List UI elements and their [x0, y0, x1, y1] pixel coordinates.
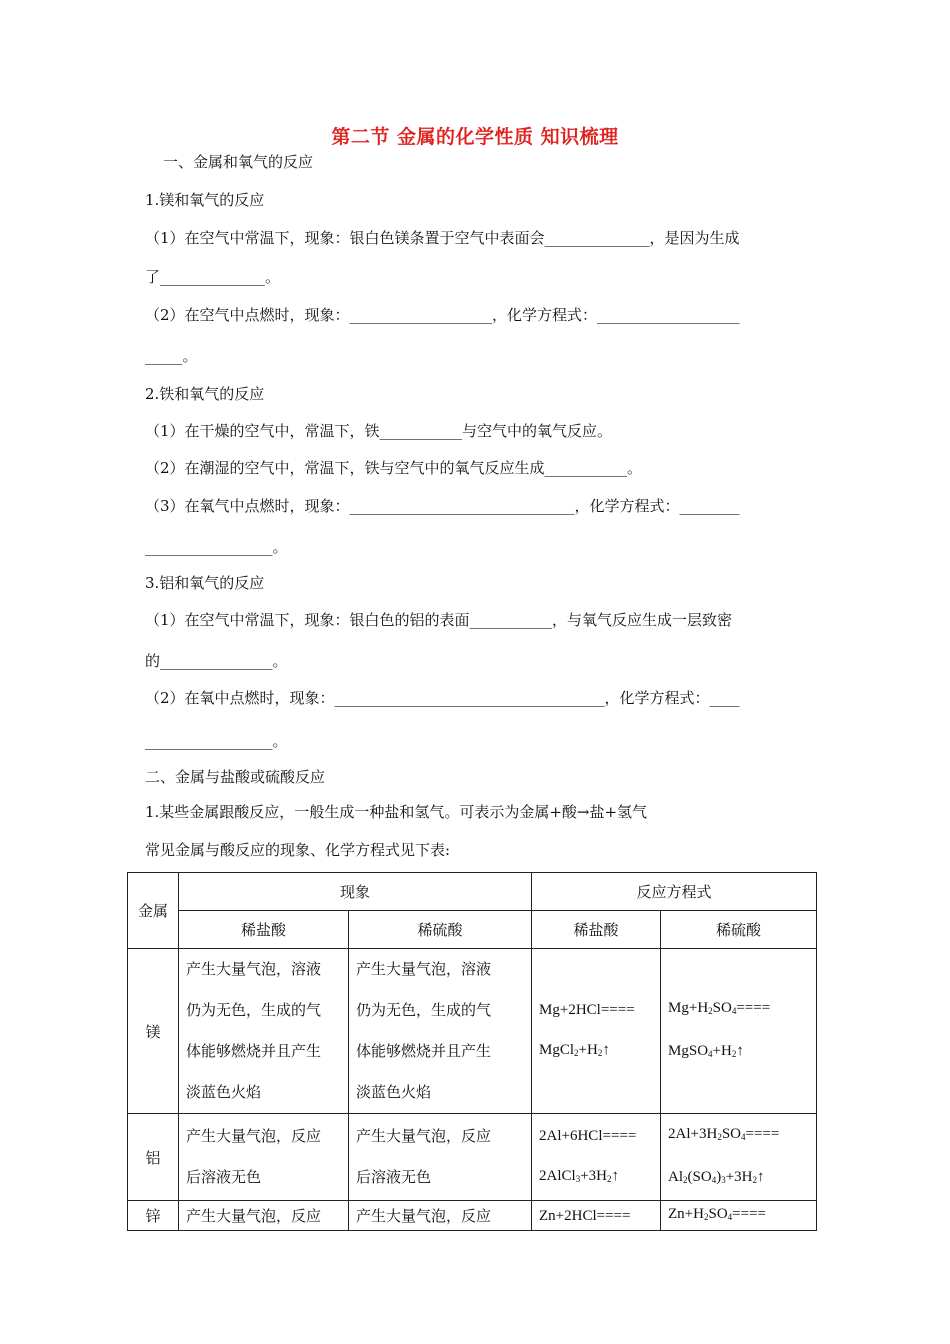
equation-h2so4-cell: $2Al+3H_2SO_4====$ $Al_2(SO_4)_3+3H_2↑$	[661, 1114, 817, 1201]
metal-cell: 锌	[128, 1201, 179, 1231]
header-phenomenon: 现象	[179, 873, 532, 911]
phenomenon-h2so4-cell: 产生大量气泡，反应	[349, 1201, 532, 1231]
paragraph-line: （1）在空气中常温下，现象：银白色镁条置于空气中表面会______________，是因为生成	[145, 229, 740, 247]
paragraph-line: 的_______________。	[145, 652, 288, 670]
equation-h2so4-cell: $Mg+H_2SO_4====$ $MgSO_4+H_2↑$	[661, 949, 817, 1114]
phenomenon-hcl-cell: 产生大量气泡，溶液 仍为无色，生成的气 体能够燃烧并且产生 淡蓝色火焰	[179, 949, 349, 1114]
equation-hcl-cell: Mg+2HCl==== $MgCl_2+H_2↑$	[532, 949, 661, 1114]
paragraph-line: （2）在氧中点燃时，现象：____________________________________，化学方程式：____	[145, 689, 740, 707]
paragraph-line: （2）在空气中点燃时，现象：___________________，化学方程式：___________________	[145, 306, 740, 324]
document-title: 第二节 金属的化学性质 知识梳理	[331, 126, 619, 148]
subheading-al: 3.铝和氧气的反应	[145, 574, 265, 592]
subheading-mg: 1.镁和氧气的反应	[145, 191, 265, 209]
paragraph-line: （3）在氧气中点燃时，现象：______________________________，化学方程式：________	[145, 497, 740, 515]
header-metal: 金属	[128, 873, 179, 949]
header-equation: 反应方程式	[532, 873, 817, 911]
paragraph-line: 了______________。	[145, 268, 281, 286]
paragraph-line: 1.某些金属跟酸反应，一般生成一种盐和氢气。可表示为金属+酸→盐+氢气	[145, 803, 648, 821]
header-h2so4: 稀硫酸	[349, 911, 532, 949]
phenomenon-hcl-cell: 产生大量气泡，反应	[179, 1201, 349, 1231]
paragraph-line: 常见金属与酸反应的现象、化学方程式见下表:	[145, 841, 451, 859]
metal-acid-reaction-table	[127, 872, 817, 1231]
paragraph-line: _________________。	[145, 538, 288, 556]
equation-hcl-cell: 2Al+6HCl==== $2AlCl_3+3H_2↑$	[532, 1114, 661, 1201]
header-eq-h2so4: 稀硫酸	[661, 911, 817, 949]
metal-cell: 镁	[128, 949, 179, 1114]
paragraph-line: _____。	[145, 347, 198, 365]
table-row	[128, 1201, 817, 1231]
paragraph-line: （2）在潮湿的空气中，常温下，铁与空气中的氧气反应生成___________。	[145, 459, 643, 477]
subheading-fe: 2.铁和氧气的反应	[145, 385, 265, 403]
metal-cell: 铝	[128, 1114, 179, 1201]
paragraph-line: （1）在干燥的空气中，常温下，铁___________与空气中的氧气反应。	[145, 422, 613, 440]
table-row	[128, 949, 817, 1114]
header-eq-hcl: 稀盐酸	[532, 911, 661, 949]
header-hcl: 稀盐酸	[179, 911, 349, 949]
phenomenon-h2so4-cell: 产生大量气泡，溶液 仍为无色，生成的气 体能够燃烧并且产生 淡蓝色火焰	[349, 949, 532, 1114]
section-heading-2: 二、金属与盐酸或硫酸反应	[145, 768, 326, 786]
equation-h2so4-cell: $Zn+H_2SO_4====$	[661, 1201, 817, 1231]
phenomenon-hcl-cell: 产生大量气泡，反应 后溶液无色	[179, 1114, 349, 1201]
table-row	[128, 1114, 817, 1201]
phenomenon-h2so4-cell: 产生大量气泡，反应 后溶液无色	[349, 1114, 532, 1201]
section-heading-1: 一、金属和氧气的反应	[163, 153, 314, 171]
paragraph-line: _________________。	[145, 732, 288, 750]
paragraph-line: （1）在空气中常温下，现象：银白色的铝的表面___________，与氧气反应生成一层致密	[145, 611, 733, 629]
equation-hcl-cell: Zn+2HCl====	[532, 1201, 661, 1231]
